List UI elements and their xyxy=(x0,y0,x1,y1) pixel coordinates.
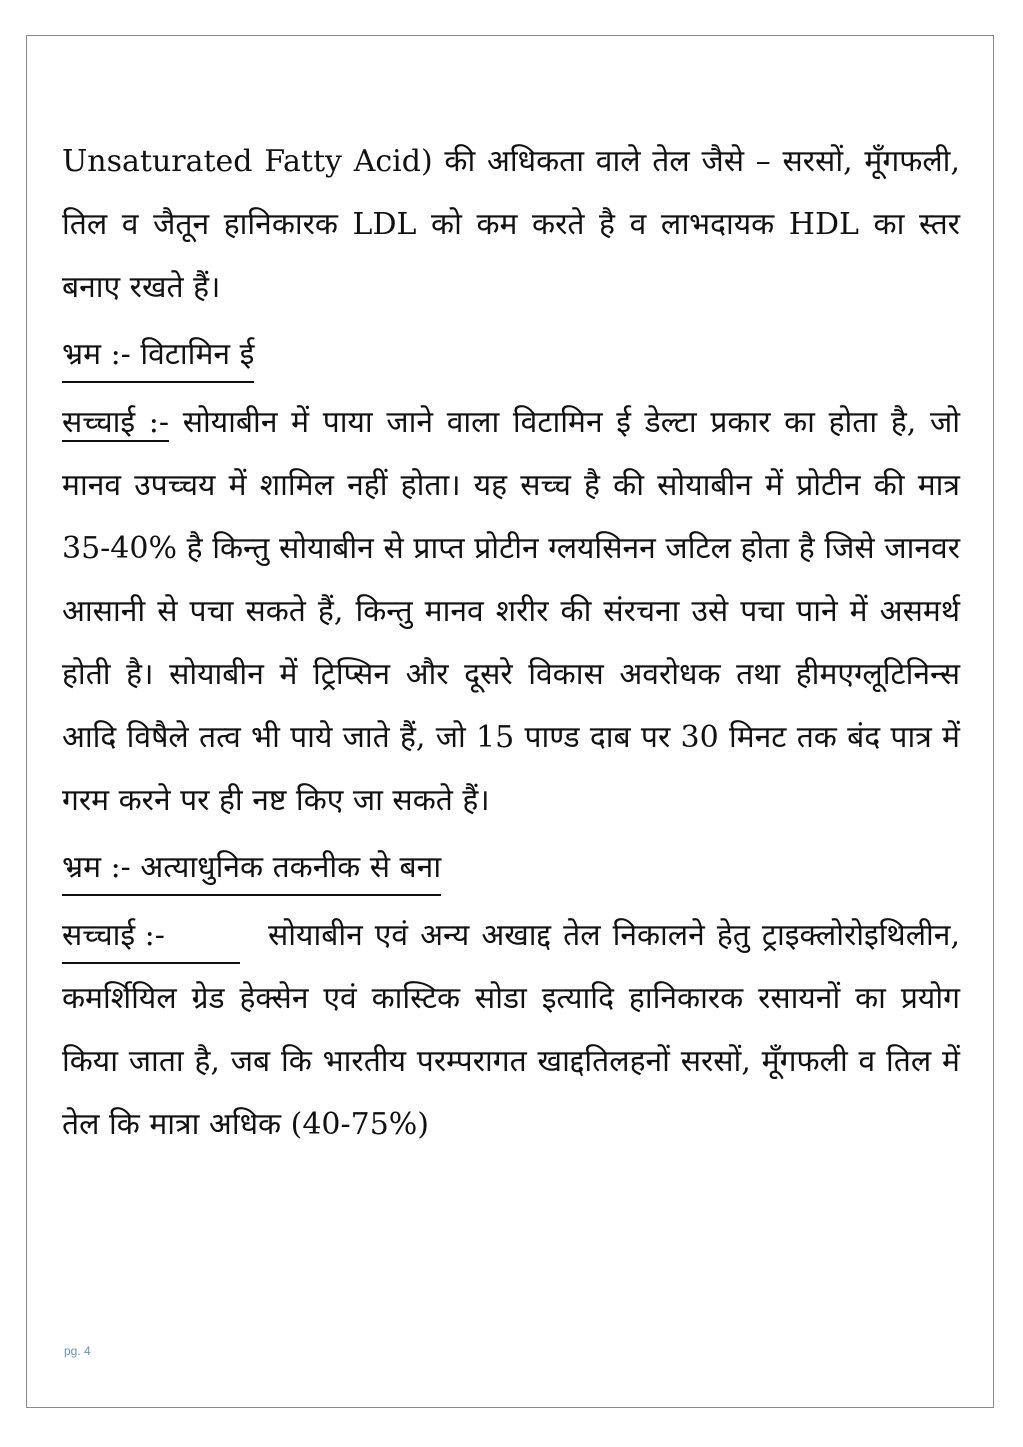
document-body xyxy=(62,130,960,1156)
myth-heading-vitamin-e xyxy=(62,329,960,383)
myth-heading-text: भ्रम :- अत्याधुनिक तकनीक से बना xyxy=(62,842,441,896)
truth-text: सोयाबीन एवं अन्य अखाद्द तेल निकालने हेतु ट्राइक्लोरोइथिलीन, कमर्शियिल ग्रेड हेक्सेन एवं कास्टिक सोडा इत्यादि हानिकारक रसायनों का प्रयोग किया जाता है, जब कि भारतीय परम्परागत खाद्दतिलहनों सरसों, मूँगफली व तिल में तेल कि मात्रा अधिक (40-75%) xyxy=(62,918,960,1142)
myth-heading-technology xyxy=(62,842,960,896)
truth-label: सच्चाई :- xyxy=(62,910,240,964)
myth-heading-text: भ्रम :- विटामिन ई xyxy=(62,329,254,383)
page-number: pg. 4 xyxy=(64,1344,91,1358)
paragraph-truth-vitamin-e xyxy=(62,391,960,832)
paragraph-intro: Unsaturated Fatty Acid) की अधिकता वाले तेल जैसे – सरसों, मूँगफली, तिल व जैतून हानिकारक LDL को कम करते है व लाभदायक HDL का स्तर बनाए रखते हैं। xyxy=(62,144,960,305)
truth-text: सोयाबीन में पाया जाने वाला विटामिन ई डेल्टा प्रकार का होता है, जो मानव उपच्चय में शामिल नहीं होता। यह सच्च है की सोयाबीन में प्रोटीन की मात्र 35-40% है किन्तु सोयाबीन से प्राप्त प्रोटीन ग्लयसिनन जटिल होता है जिसे जानवर आसानी से पचा सकते हैं, किन्तु मानव शरीर की संरचना उसे पचा पाने में असमर्थ होती है। सोयाबीन में ट्रिप्सिन और दूसरे विकास अवरोधक तथा हीमएग्लूटिनिन्स आदि विषैले तत्व भी पाये जाते हैं, जो 15 पाण्ड दाब पर 30 मिनट तक बंद पात्र में गरम करने पर ही नष्ट किए जा सकते हैं। xyxy=(62,405,960,818)
paragraph-truth-technology xyxy=(62,904,960,1156)
truth-label: सच्चाई :- xyxy=(62,405,170,440)
